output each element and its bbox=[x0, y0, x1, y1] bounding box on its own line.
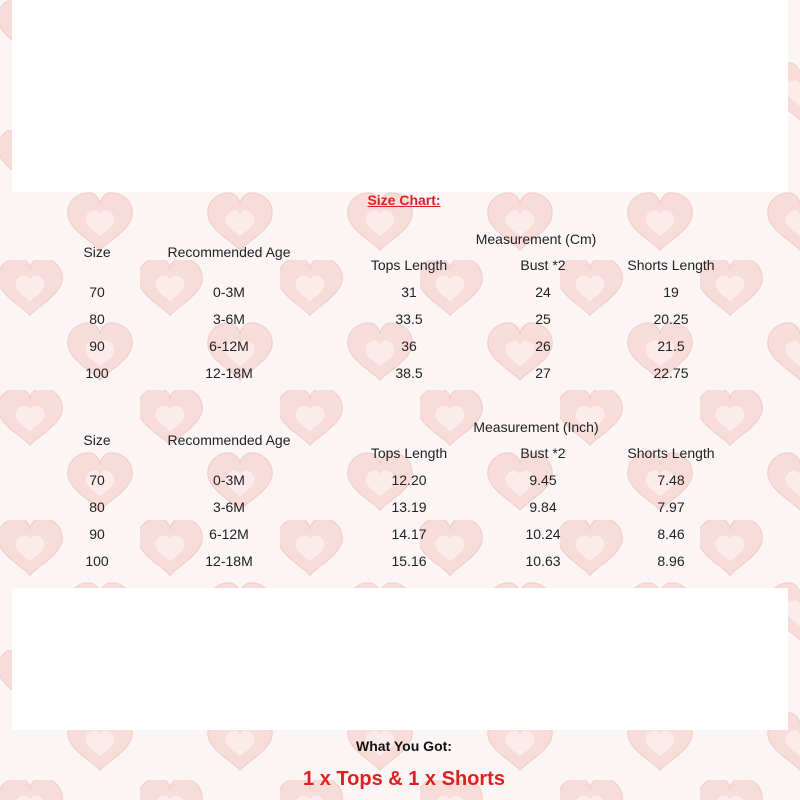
table-cell-shorts-length: 8.96 bbox=[657, 553, 685, 569]
table-cell-size: 80 bbox=[89, 499, 105, 515]
table-cell-bust: 24 bbox=[535, 284, 551, 300]
table-cell-tops-length: 13.19 bbox=[391, 499, 427, 515]
table-cell-age: 0-3M bbox=[213, 284, 245, 300]
table-cell-size: 90 bbox=[89, 338, 105, 354]
table-cell-age: 12-18M bbox=[205, 553, 253, 569]
table-cell-shorts-length: 8.46 bbox=[657, 526, 685, 542]
table-cell-size: 100 bbox=[85, 553, 109, 569]
table-cell-bust: 10.24 bbox=[525, 526, 561, 542]
table-cell-bust: 9.84 bbox=[529, 499, 557, 515]
table-cell-age: 6-12M bbox=[209, 338, 249, 354]
table-cell-bust: 10.63 bbox=[525, 553, 561, 569]
table-cell-tops-length: 12.20 bbox=[391, 472, 427, 488]
tops-length-header: Tops Length bbox=[370, 257, 448, 273]
table-cell-bust: 9.45 bbox=[529, 472, 557, 488]
table-cell-shorts-length: 7.97 bbox=[657, 499, 685, 515]
measurement-group-header: Measurement (Inch) bbox=[473, 419, 599, 435]
table-cell-tops-length: 33.5 bbox=[395, 311, 423, 327]
table-cell-size: 80 bbox=[89, 311, 105, 327]
table-cell-size: 100 bbox=[85, 365, 109, 381]
table-cell-tops-length: 15.16 bbox=[391, 553, 427, 569]
age-header: Recommended Age bbox=[167, 432, 291, 448]
table-cell-tops-length: 38.5 bbox=[395, 365, 423, 381]
shorts-length-header: Shorts Length bbox=[627, 257, 715, 273]
table-cell-bust: 26 bbox=[535, 338, 551, 354]
package-contents-items: 1 x Tops & 1 x Shorts bbox=[303, 768, 505, 790]
table-cell-age: 3-6M bbox=[213, 499, 245, 515]
package-contents-title: What You Got: bbox=[356, 738, 452, 754]
table-cell-shorts-length: 21.5 bbox=[657, 338, 685, 354]
table-cell-tops-length: 31 bbox=[401, 284, 417, 300]
shorts-length-header: Shorts Length bbox=[627, 445, 715, 461]
table-cell-shorts-length: 7.48 bbox=[657, 472, 685, 488]
table-cell-age: 3-6M bbox=[213, 311, 245, 327]
table-cell-tops-length: 14.17 bbox=[391, 526, 427, 542]
table-cell-size: 90 bbox=[89, 526, 105, 542]
table-cell-shorts-length: 22.75 bbox=[653, 365, 689, 381]
table-cell-age: 12-18M bbox=[205, 365, 253, 381]
top-blank-panel bbox=[12, 0, 788, 192]
table-cell-tops-length: 36 bbox=[401, 338, 417, 354]
tops-length-header: Tops Length bbox=[370, 445, 448, 461]
size-header: Size bbox=[83, 244, 111, 260]
table-cell-size: 70 bbox=[89, 284, 105, 300]
table-cell-bust: 25 bbox=[535, 311, 551, 327]
table-cell-age: 0-3M bbox=[213, 472, 245, 488]
table-cell-shorts-length: 20.25 bbox=[653, 311, 689, 327]
age-header: Recommended Age bbox=[167, 244, 291, 260]
size-chart-title: Size Chart: bbox=[367, 192, 441, 208]
bust-header: Bust *2 bbox=[520, 445, 566, 461]
measurement-group-header: Measurement (Cm) bbox=[475, 231, 597, 247]
table-cell-age: 6-12M bbox=[209, 526, 249, 542]
size-header: Size bbox=[83, 432, 111, 448]
table-cell-bust: 27 bbox=[535, 365, 551, 381]
table-cell-shorts-length: 19 bbox=[663, 284, 679, 300]
middle-blank-panel bbox=[12, 588, 788, 730]
table-cell-size: 70 bbox=[89, 472, 105, 488]
bust-header: Bust *2 bbox=[520, 257, 566, 273]
